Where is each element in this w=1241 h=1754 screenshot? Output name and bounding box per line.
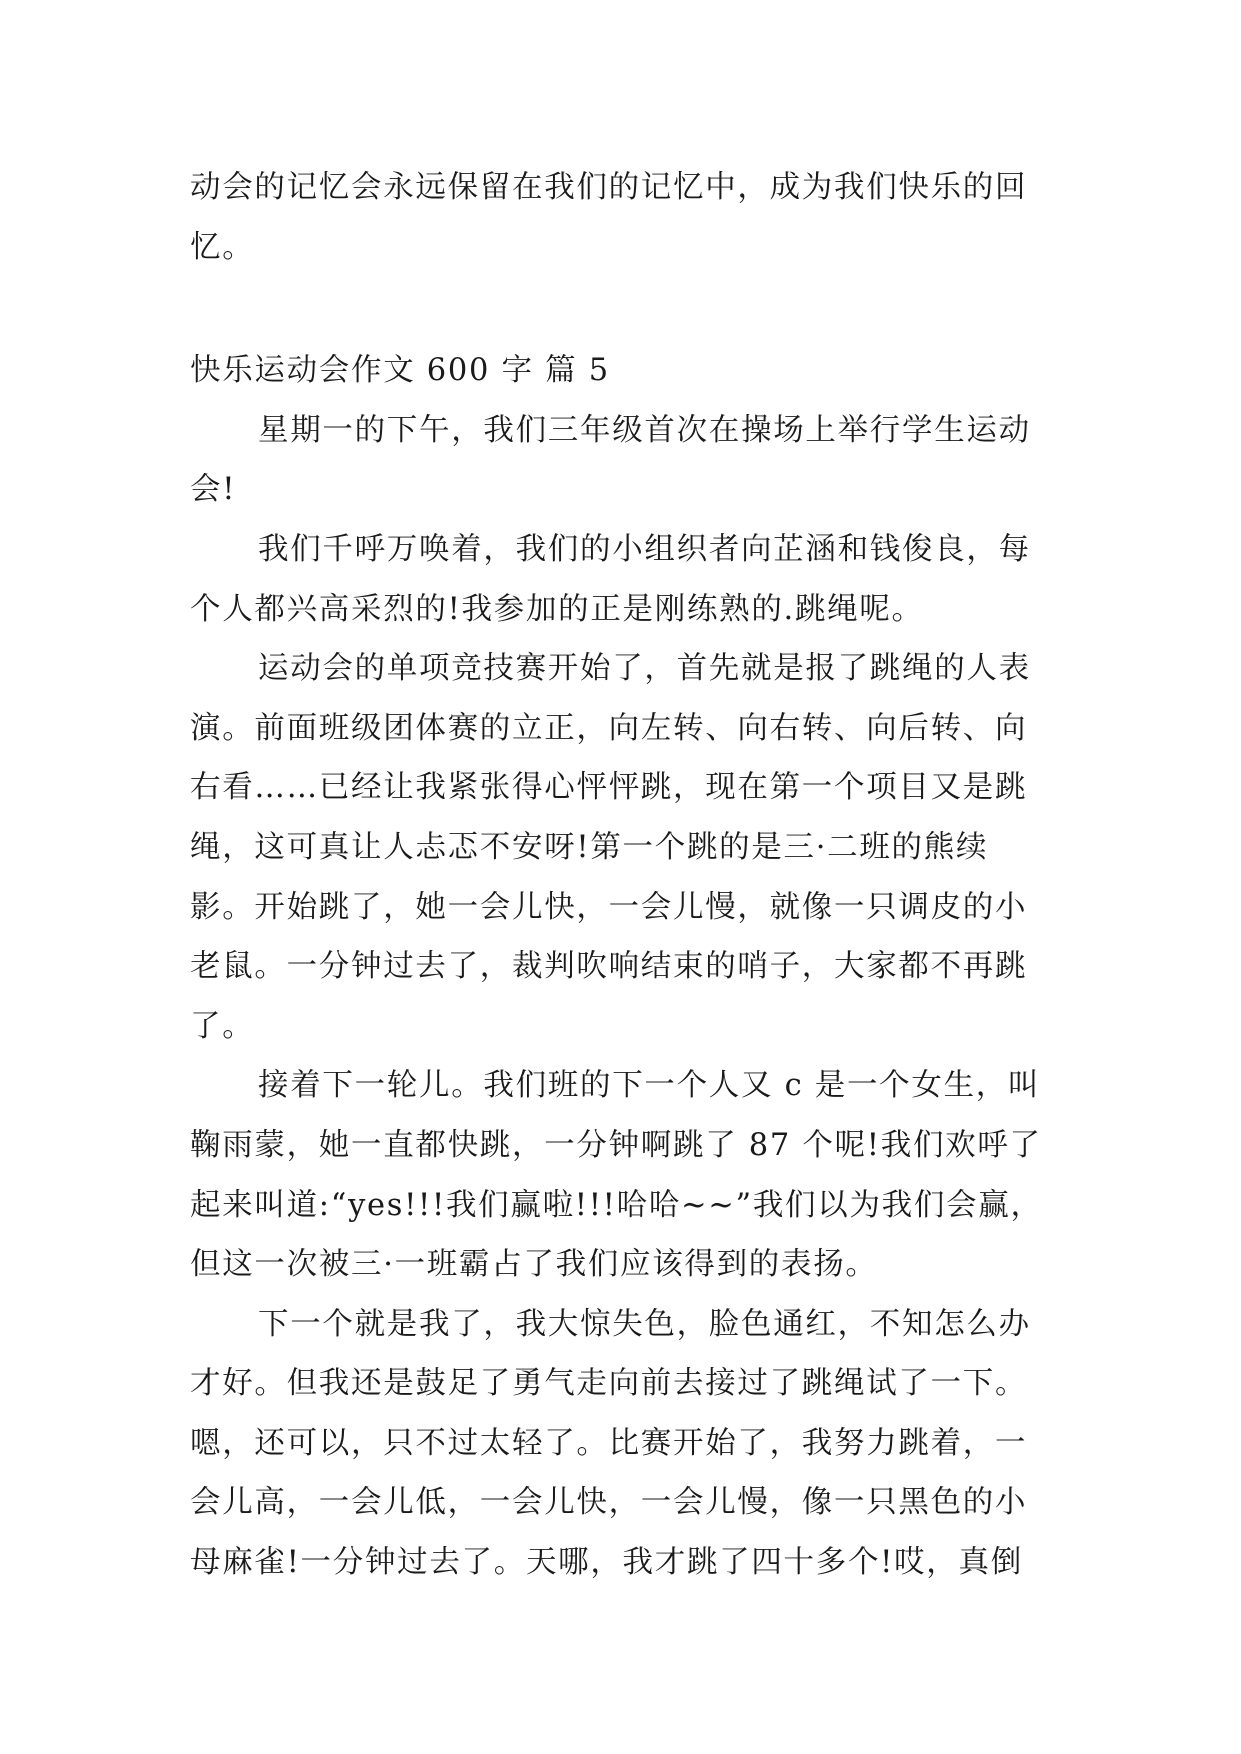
text-line: 但这一次被三·一班霸占了我们应该得到的表扬。 xyxy=(190,1247,878,1283)
text-line: 忆。 xyxy=(190,229,255,265)
text-line: 影。开始跳了，她一会儿快，一会儿慢，就像一只调皮的小 xyxy=(190,889,1028,925)
text-line: 母麻雀!一分钟过去了。天哪，我才跳了四十多个!哎，真倒 xyxy=(190,1545,1023,1581)
text-line: 嗯，还可以，只不过太轻了。比赛开始了，我努力跳着，一 xyxy=(190,1425,1028,1461)
intro-paragraph xyxy=(190,158,1060,277)
text-line: 星期一的下午，我们三年级首次在操场上举行学生运动 xyxy=(258,412,1031,448)
text-line: 绳，这可真让人忐忑不安呀!第一个跳的是三·二班的熊续 xyxy=(190,829,989,865)
text-line: 鞠雨蒙，她一直都快跳，一分钟啊跳了 87 个呢!我们欢呼了 xyxy=(190,1127,1042,1163)
text-line: 会儿高，一会儿低，一会儿快，一会儿慢，像一只黑色的小 xyxy=(190,1485,1028,1521)
paragraph-3 xyxy=(190,639,1060,1056)
text-line: 动会的记忆会永远保留在我们的记忆中，成为我们快乐的回 xyxy=(190,170,1028,205)
paragraph-5 xyxy=(190,1295,1060,1593)
text-line: 运动会的单项竞技赛开始了，首先就是报了跳绳的人表 xyxy=(258,651,1031,687)
text-line: 会! xyxy=(190,472,237,508)
document-body xyxy=(190,158,1060,1593)
text-line: 个人都兴高采烈的!我参加的正是刚练熟的.跳绳呢。 xyxy=(190,591,924,627)
text-line: 了。 xyxy=(190,1008,255,1044)
text-line: 右看……已经让我紧张得心怦怦跳，现在第一个项目又是跳 xyxy=(190,770,1028,806)
paragraph-1 xyxy=(190,401,1060,520)
text-line: 起来叫道:“yes!!!我们赢啦!!!哈哈~~”我们以为我们会赢， xyxy=(190,1187,1043,1223)
text-line: 老鼠。一分钟过去了，裁判吹响结束的哨子，大家都不再跳 xyxy=(190,949,1028,985)
section-title: 快乐运动会作文 600 字 篇 5 xyxy=(190,353,610,389)
text-line: 我们千呼万唤着，我们的小组织者向芷涵和钱俊良，每 xyxy=(258,531,1031,567)
text-line: 才好。但我还是鼓足了勇气走向前去接过了跳绳试了一下。 xyxy=(190,1366,1028,1402)
paragraph-2 xyxy=(190,520,1060,639)
text-line: 演。前面班级团体赛的立正，向左转、向右转、向后转、向 xyxy=(190,710,1028,746)
section-gap xyxy=(190,277,1060,341)
text-line: 接着下一轮儿。我们班的下一个人又 c 是一个女生，叫 xyxy=(258,1068,1041,1104)
paragraph-4 xyxy=(190,1056,1060,1294)
text-line: 下一个就是我了，我大惊失色，脸色通红，不知怎么办 xyxy=(258,1306,1031,1342)
